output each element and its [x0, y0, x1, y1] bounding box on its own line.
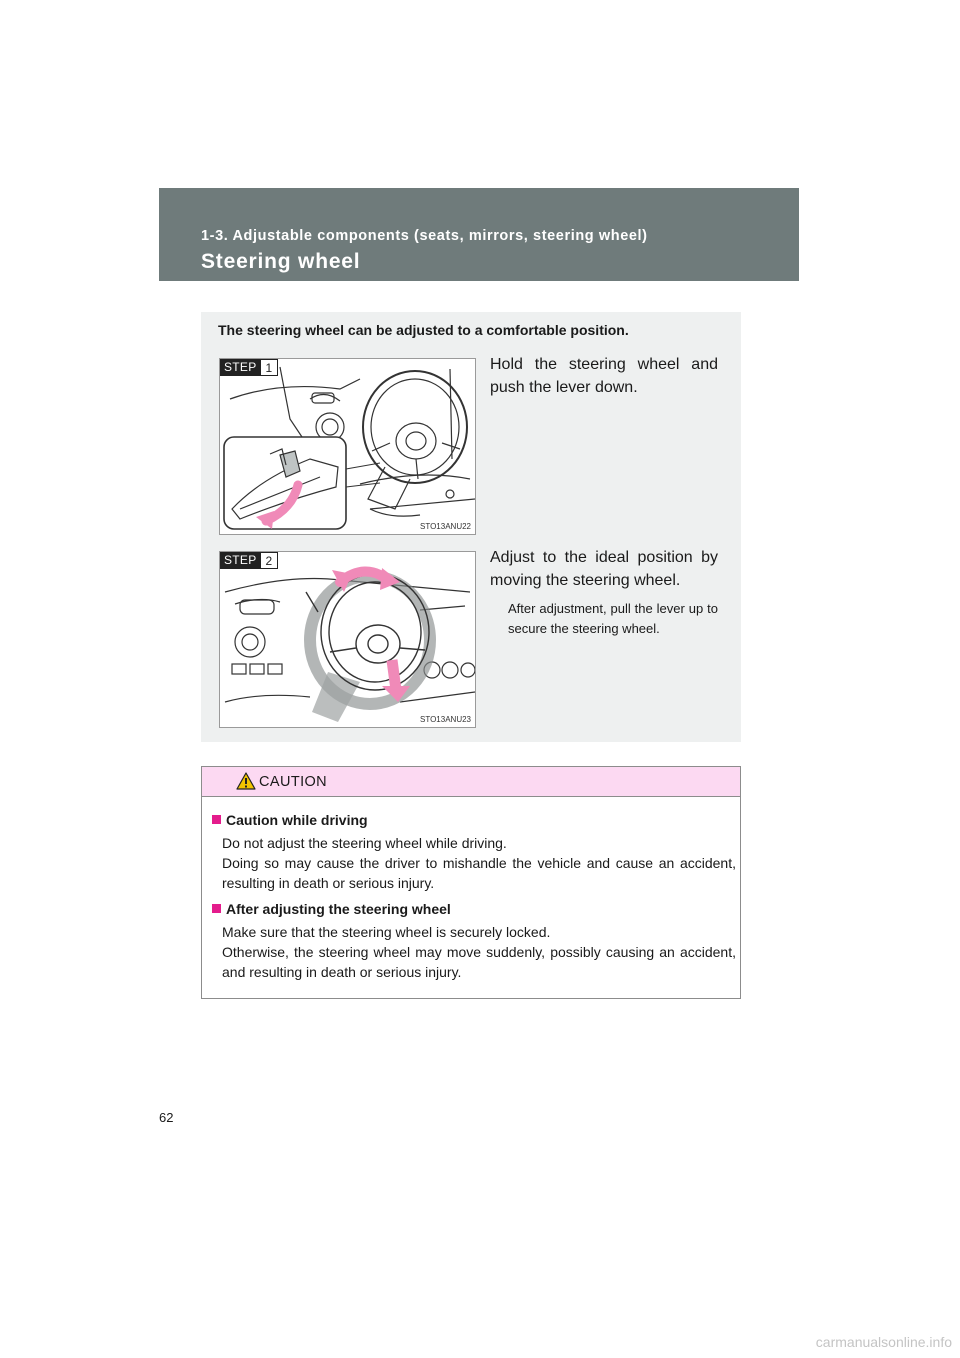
instruction-panel: [201, 312, 741, 742]
step-2-text: Adjust to the ideal position by moving the steering wheel.: [490, 549, 718, 589]
square-bullet-icon: [212, 904, 221, 913]
caution-box: [201, 766, 741, 999]
caution-paragraph: Make sure that the steering wheel is securely locked.: [222, 924, 551, 940]
section-header: [159, 188, 799, 281]
caution-label: CAUTION: [259, 774, 328, 790]
step-badge-label: STEP: [220, 552, 261, 569]
step-2-badge: [220, 552, 278, 569]
figure-code: STO13ANU22: [420, 522, 471, 531]
step-2-note: After adjustment, pull the lever up to secure the steering wheel.: [508, 601, 718, 636]
caution-paragraph: Do not adjust the steering wheel while driving.: [222, 835, 507, 851]
step-badge-number: 1: [261, 359, 279, 376]
step-1-text: Hold the steering wheel and push the lever down.: [490, 356, 718, 396]
square-bullet-icon: [212, 815, 221, 824]
caution-body: [212, 810, 736, 982]
intro-text: The steering wheel can be adjusted to a comfortable position.: [218, 322, 629, 338]
watermark-text: carmanualsonline.info: [815, 1334, 952, 1350]
step-badge-number: 2: [261, 552, 279, 569]
step-2-illustration: [219, 551, 476, 728]
step-1-illustration: [219, 358, 476, 535]
caution-paragraph: Doing so may cause the driver to mishandle the vehicle and cause an accident, resulting in death or serious injury.: [222, 855, 736, 891]
caution-item-title: After adjusting the steering wheel: [212, 899, 736, 919]
warning-icon: [236, 772, 256, 790]
caution-item: [212, 810, 736, 893]
section-heading: 1-3. Adjustable components (seats, mirrors, steering wheel): [201, 228, 648, 244]
caution-item: [212, 899, 736, 982]
steering-wheel-drawing: [220, 552, 476, 728]
page-number: 62: [159, 1110, 174, 1125]
caution-item-title: Caution while driving: [212, 810, 736, 830]
step-1-badge: [220, 359, 278, 376]
figure-code: STO13ANU23: [420, 715, 471, 724]
page-title: Steering wheel: [201, 250, 361, 273]
step-badge-label: STEP: [220, 359, 261, 376]
caution-header: [202, 767, 740, 797]
caution-paragraph: Otherwise, the steering wheel may move suddenly, possibly causing an accident, and resulting in death or serious injury.: [222, 944, 736, 980]
steering-lever-drawing: [220, 359, 476, 535]
